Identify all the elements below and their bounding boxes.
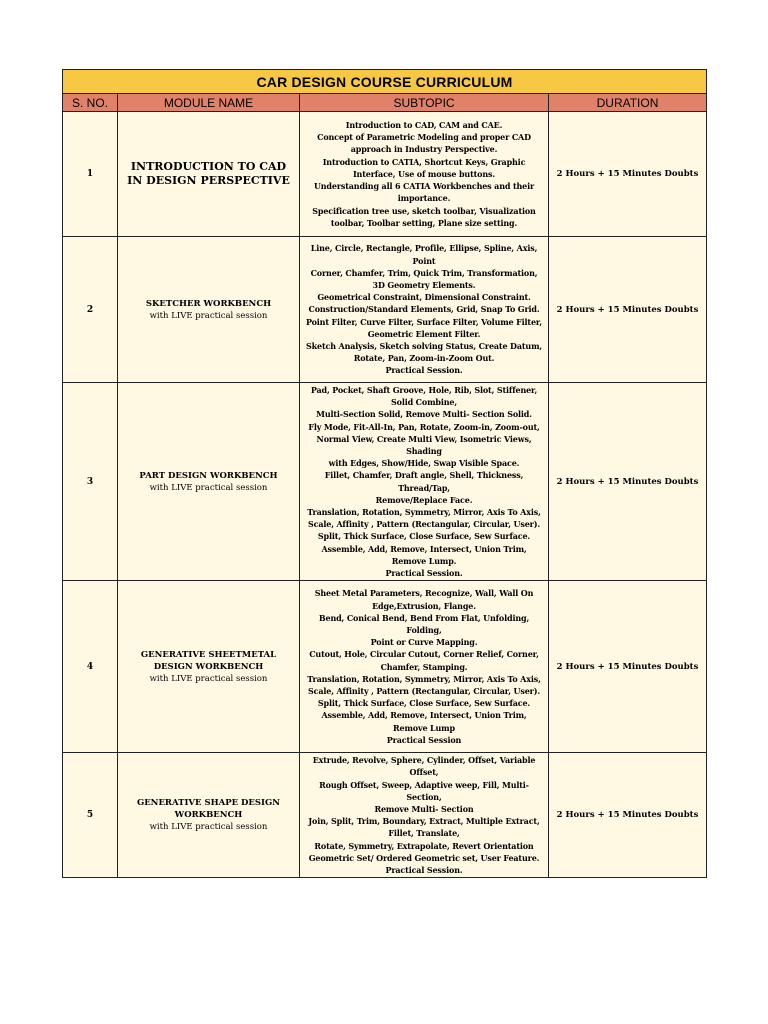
subtopic-line: Folding, [406,625,442,636]
row-subtopics [300,237,549,383]
subtopic-line: Construction/Standard Elements, Grid, Snap To Grid. [308,304,540,315]
curriculum-document [62,69,706,878]
curriculum-table [62,69,707,878]
row-duration: 2 Hours + 15 Minutes Doubts [549,112,707,237]
subtopic-line: Sheet Metal Parameters, Recognize, Wall, Wall On [314,588,534,599]
row-subtopics [300,581,549,753]
subtopic-line: Extrude, Revolve, Sphere, Cylinder, Offset, Variable [312,755,536,766]
subtopic-line: with Edges, Show/Hide, Swap Visible Space. [328,458,520,469]
subtopic-line: Introduction to CAD, CAM and CAE. [345,120,503,131]
subtopic-line: 3D Geometry Elements. [372,279,476,290]
subtopic-line: Geometrical Constraint, Dimensional Constraint. [317,292,531,303]
subtopic-line: Pad, Pocket, Shaft Groove, Hole, Rib, Slot, Stiffener, [310,385,538,395]
subtopic-line: Interface, Use of mouse buttons. [352,168,496,179]
module-title: SKETCHER WORKBENCH [145,298,272,309]
subtopic-line: Remove/Replace Face. [375,494,473,505]
subtopic-line: Geometric Element Filter. [367,328,481,339]
subtopic-line: Translation, Rotation, Symmetry, Mirror, Axis To Axis, [307,507,541,518]
row-sno: 2 [63,237,118,383]
subtopic-line: Translation, Rotation, Symmetry, Mirror, Axis To Axis, [307,673,541,684]
row-sno: 1 [63,112,118,237]
row-module-name [118,383,300,581]
subtopic-line: Cutout, Hole, Circular Cutout, Corner Relief, Corner, [309,649,539,660]
table-row [63,237,707,383]
subtopic-line: toolbar, Toolbar setting, Plane size setting. [330,217,518,228]
row-subtopics [300,753,549,878]
subtopic-line: Shading [406,446,442,457]
module-subtitle: with LIVE practical session [149,822,268,833]
subtopic-line: Thread/Tap, [398,482,450,493]
subtopic-line: Chamfer, Stamping. [380,661,468,672]
subtopic-line: Rotate, Symmetry, Extrapolate, Revert Orientation [314,840,534,851]
subtopic-line: Remove Lump [393,722,455,733]
subtopic-line: Fly Mode, Fit-All-In, Pan, Rotate, Zoom-in, Zoom-out, [308,421,540,432]
subtopic-line: Point or Curve Mapping. [370,637,478,648]
title-row [63,70,707,94]
subtopic-line: Corner, Chamfer, Trim, Quick Trim, Transformation, [310,267,538,278]
row-sno: 3 [63,383,118,581]
subtopic-line: Introduction to CATIA, Shortcut Keys, Graphic [322,156,526,167]
subtopic-line: Edge,Extrusion, Flange. [372,600,476,611]
subtopic-line: Multi-Section Solid, Remove Multi- Section Solid. [316,409,532,420]
subtopic-line: Solid Combine, [391,397,457,408]
table-row [63,383,707,581]
subtopic-line: Understanding all 6 CATIA Workbenches and their [313,181,535,192]
subtopic-line: Normal View, Create Multi View, Isometric Views, [316,433,532,444]
subtopic-line: importance. [397,193,451,204]
table-title: CAR DESIGN COURSE CURRICULUM [63,70,707,94]
module-title: PART DESIGN WORKBENCH [139,470,278,481]
module-title: GENERATIVE SHAPE DESIGN WORKBENCH [136,798,281,821]
row-subtopics [300,112,549,237]
row-sno: 4 [63,581,118,753]
table-row [63,753,707,878]
subtopic-line: Fillet, Translate, [388,828,460,839]
subtopic-line: Scale, Affinity , Pattern (Rectangular, Circular, User). [308,519,540,530]
subtopic-line: Practical Session. [385,568,463,579]
header-module-name: MODULE NAME [118,94,300,112]
header-sno: S. NO. [63,94,118,112]
header-row [63,94,707,112]
subtopic-line: approach in Industry Perspective. [350,144,498,155]
row-module-name [118,753,300,878]
module-subtitle: with LIVE practical session [149,310,268,321]
subtopic-line: Offset, [409,767,439,778]
subtopic-line: Practical Session [386,734,462,745]
row-module-name [118,581,300,753]
header-duration: DURATION [549,94,707,112]
row-module-name [118,237,300,383]
header-subtopic: SUBTOPIC [300,94,549,112]
subtopic-line: Geometric Set/ Ordered Geometric set, User Feature. [308,852,540,863]
subtopic-line: Specification tree use, sketch toolbar, Visualization [312,205,536,216]
subtopic-line: Scale, Affinity , Pattern (Rectangular, Circular, User). [308,686,540,697]
subtopic-line: Practical Session. [385,365,463,376]
subtopic-line: Remove Multi- Section [374,804,474,815]
module-title: GENERATIVE SHEETMETAL DESIGN WORKBENCH [140,649,277,672]
row-module-name [118,112,300,237]
subtopic-line: Fillet, Chamfer, Draft angle, Shell, Thickness, [324,470,524,481]
table-row [63,112,707,237]
subtopic-line: Line, Circle, Rectangle, Profile, Ellipse, Spline, Axis, [310,243,538,254]
subtopic-line: Rotate, Pan, Zoom-in-Zoom Out. [353,353,495,364]
subtopic-line: Rough Offset, Sweep, Adaptive weep, Fill, Multi- [319,779,529,790]
subtopic-line: Split, Thick Surface, Close Surface, Sew Surface. [317,698,531,709]
subtopic-line: Assemble, Add, Remove, Intersect, Union Trim, [321,710,527,721]
row-duration: 2 Hours + 15 Minutes Doubts [549,753,707,878]
table-row [63,581,707,753]
module-subtitle: with LIVE practical session [149,482,268,493]
subtopic-line: Bend, Conical Bend, Bend From Flat, Unfolding, [318,612,530,623]
subtopic-line: Assemble, Add, Remove, Intersect, Union Trim, [321,543,527,554]
module-subtitle: with LIVE practical session [149,673,268,684]
row-duration: 2 Hours + 15 Minutes Doubts [549,581,707,753]
row-sno: 5 [63,753,118,878]
subtopic-line: Practical Session. [385,865,463,876]
subtopic-line: Point Filter, Curve Filter, Surface Filter, Volume Filter, [305,316,543,327]
subtopic-line: Split, Thick Surface, Close Surface, Sew Surface. [317,531,531,542]
subtopic-line: Remove Lump. [391,555,457,566]
subtopic-line: Point [412,255,436,266]
subtopic-line: Sketch Analysis, Sketch solving Status, Create Datum, [305,341,543,351]
row-duration: 2 Hours + 15 Minutes Doubts [549,237,707,383]
subtopic-line: Concept of Parametric Modeling and proper CAD [317,132,531,143]
subtopic-line: Section, [406,791,442,802]
row-subtopics [300,383,549,581]
subtopic-line: Join, Split, Trim, Boundary, Extract, Multiple Extract, [308,816,540,827]
table-body [63,112,707,878]
module-title: INTRODUCTION TO CAD IN DESIGN PERSPECTIVE [127,160,290,187]
row-duration: 2 Hours + 15 Minutes Doubts [549,383,707,581]
